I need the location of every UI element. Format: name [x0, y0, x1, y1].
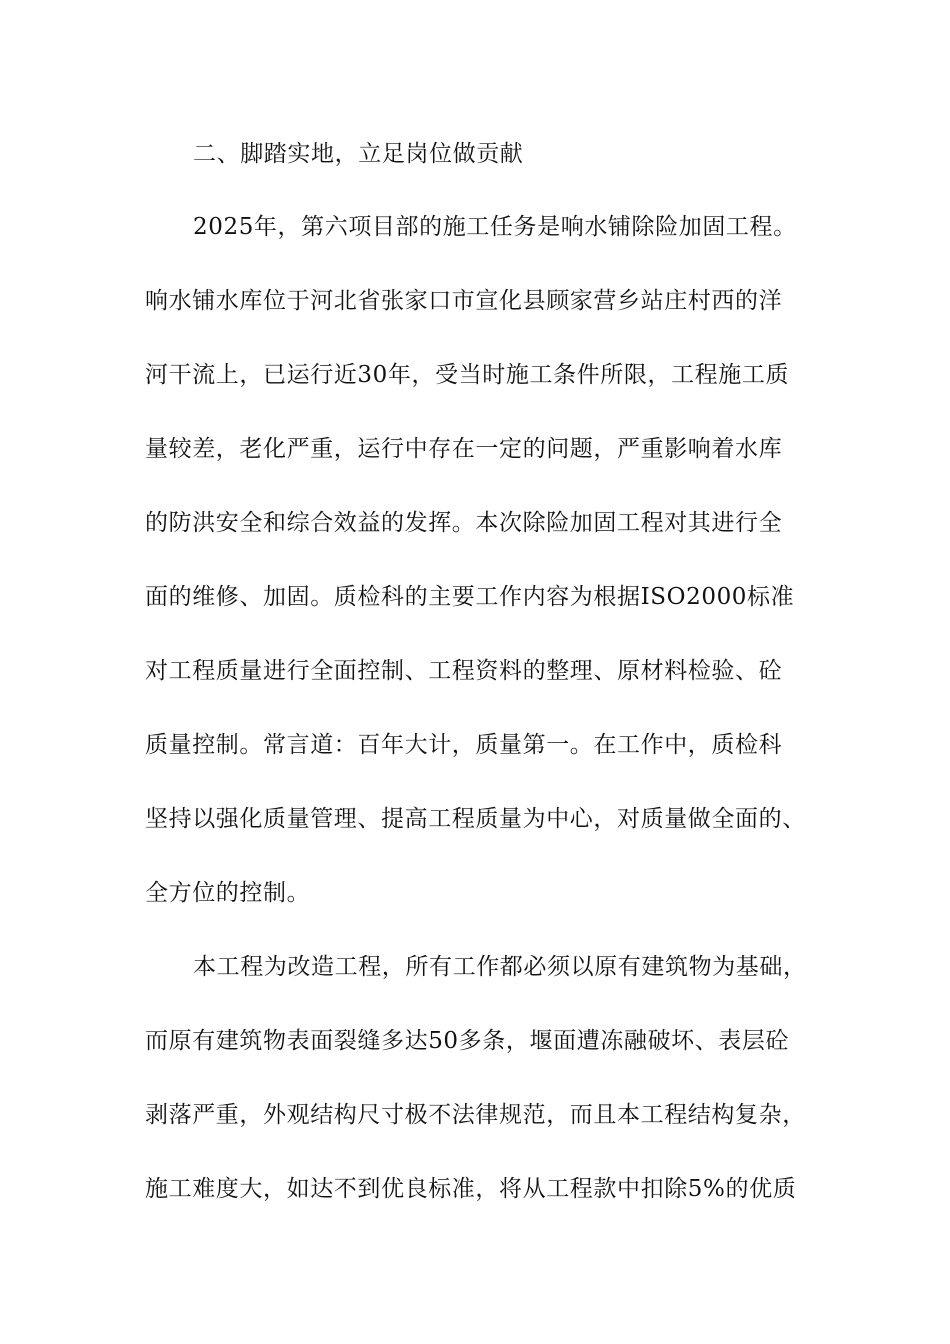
paragraph-line: 本工程为改造工程，所有工作都必须以原有建筑物为基础， [193, 954, 807, 980]
paragraph-line: 河干流上，已运行近30年，受当时施工条件所限，工程施工质 [145, 362, 790, 388]
paragraph-line: 量较差，老化严重，运行中存在一定的问题，严重影响着水库 [145, 436, 783, 462]
paragraph-line: 面的维修、加固。质检科的主要工作内容为根据ISO2000标准 [145, 584, 795, 610]
paragraph-line: 全方位的控制。 [145, 880, 311, 906]
paragraph-line: 对工程质量进行全面控制、工程资料的整理、原材料检验、砼 [145, 658, 783, 684]
paragraph-line: 响水铺水库位于河北省张家口市宣化县顾家营乡站庄村西的洋 [145, 288, 783, 314]
paragraph-line: 剥落严重，外观结构尺寸极不法律规范，而且本工程结构复杂， [145, 1102, 806, 1128]
paragraph-line: 的防洪安全和综合效益的发挥。本次除险加固工程对其进行全 [145, 510, 783, 536]
paragraph-line: 质量控制。常言道：百年大计，质量第一。在工作中，质检科 [145, 732, 783, 758]
paragraph-line: 施工难度大，如达不到优良标准，将从工程款中扣除5%的优质 [145, 1176, 797, 1202]
paragraph-line: 而原有建筑物表面裂缝多达50多条，堰面遭冻融破坏、表层砼 [145, 1028, 790, 1054]
section-heading: 二、脚踏实地，立足岗位做贡献 [193, 141, 524, 167]
paragraph-line: 坚持以强化质量管理、提高工程质量为中心，对质量做全面的、 [145, 806, 806, 832]
paragraph-line: 2025年，第六项目部的施工任务是响水铺除险加固工程。 [193, 214, 797, 240]
